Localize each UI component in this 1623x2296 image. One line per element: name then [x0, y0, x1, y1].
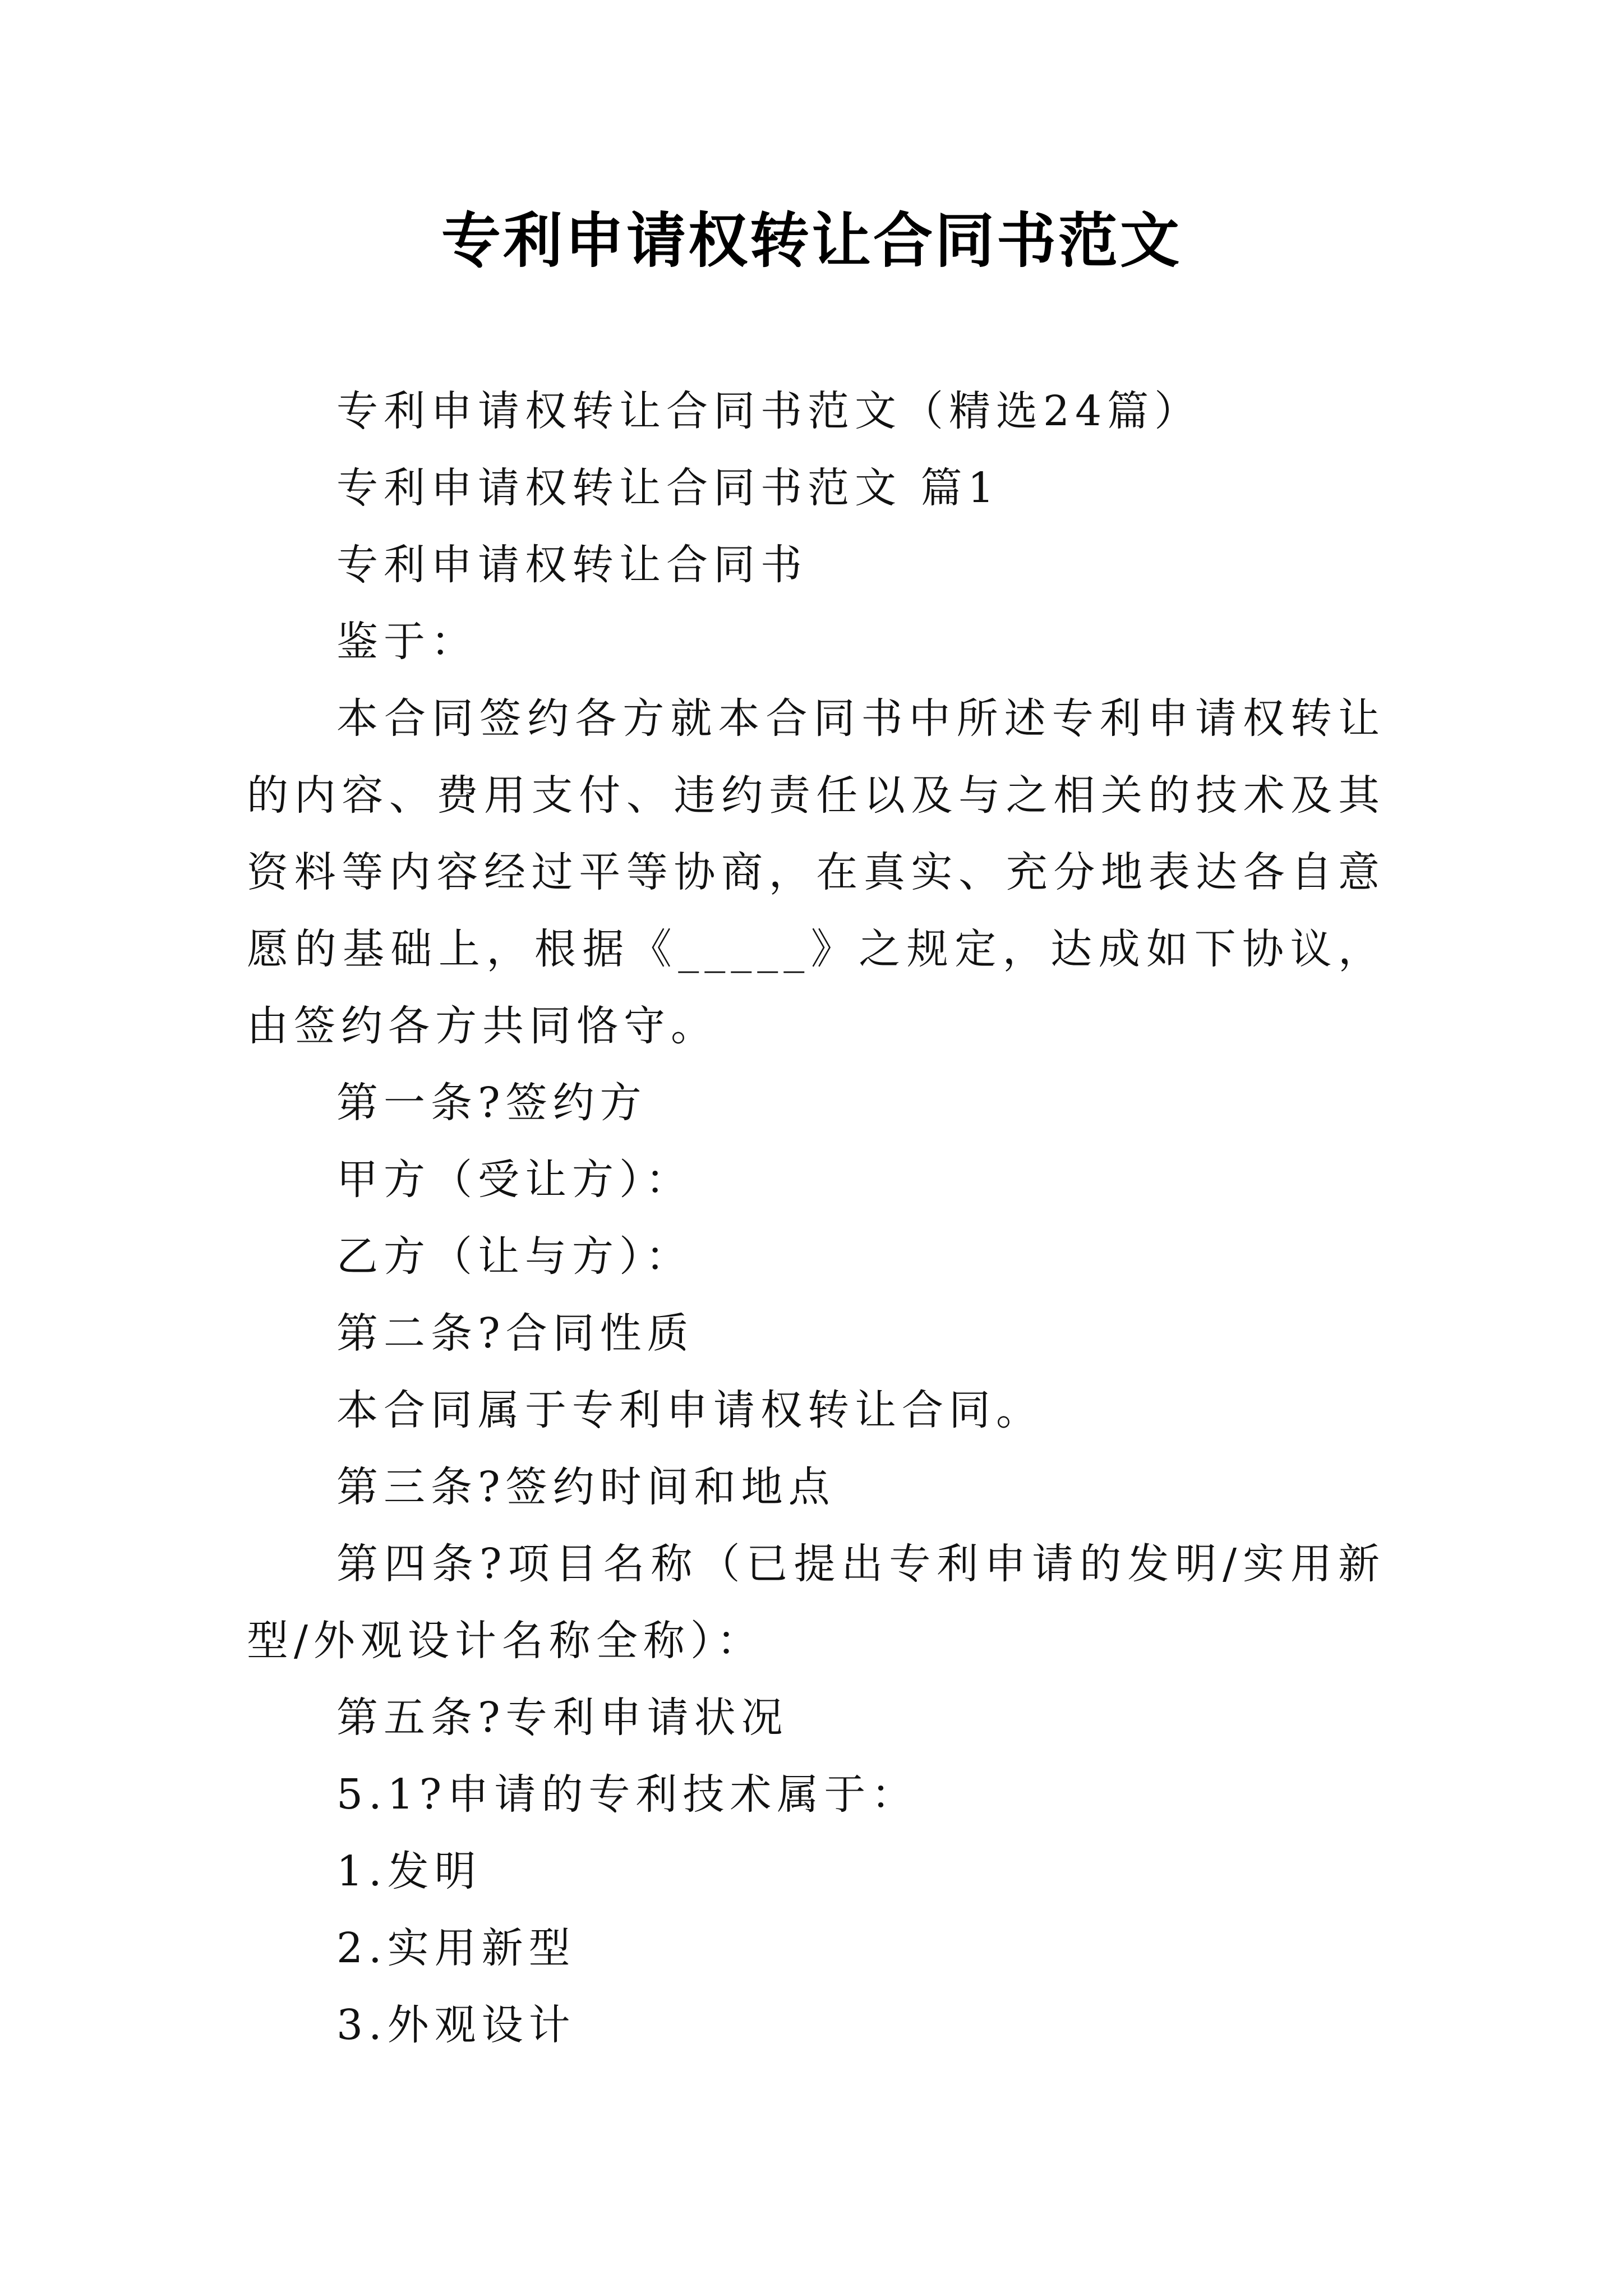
- paragraph-contract-nature: 本合同属于专利申请权转让合同。: [336, 1386, 1043, 1434]
- document-title: 专利申请权转让合同书范文: [441, 206, 1182, 275]
- paragraph-clause-4: 第四条?项目名称（已提出专利申请的发明/实用新型/外观设计名称全称）：: [247, 1540, 1385, 1665]
- list-item-invention: 1.发明: [336, 1847, 482, 1895]
- paragraph-clause-5: 第五条?专利申请状况: [336, 1694, 789, 1742]
- paragraph-clause-1: 第一条?签约方: [336, 1079, 647, 1127]
- paragraph-clause-3: 第三条?签约时间和地点: [336, 1463, 836, 1511]
- paragraph-preamble: 本合同签约各方就本合同书中所述专利申请权转让的内容、费用支付、违约责任以及与之相关的技术及其资料等内容经过平等协商，在真实、充分地表达各自意愿的基础上，根据《_____》之规定，达成如下协议，由签约各方共同恪守。: [247, 694, 1385, 1050]
- paragraph-article-heading: 专利申请权转让合同书范文 篇1: [336, 464, 1000, 512]
- paragraph-clause-2: 第二条?合同性质: [336, 1309, 694, 1358]
- paragraph-contract-name: 专利申请权转让合同书: [336, 541, 808, 589]
- paragraph-party-b: 乙方（让与方）：: [336, 1232, 693, 1281]
- paragraph-whereas: 鉴于：: [336, 618, 478, 666]
- paragraph-clause-5-1: 5.1?申请的专利技术属于：: [336, 1770, 919, 1819]
- list-item-design: 3.外观设计: [336, 2001, 576, 2049]
- document-body: [247, 373, 1385, 2064]
- paragraph-party-a: 甲方（受让方）：: [336, 1156, 693, 1204]
- list-item-utility-model: 2.实用新型: [336, 1924, 576, 1972]
- paragraph-subtitle: 专利申请权转让合同书范文（精选24篇）: [336, 387, 1202, 435]
